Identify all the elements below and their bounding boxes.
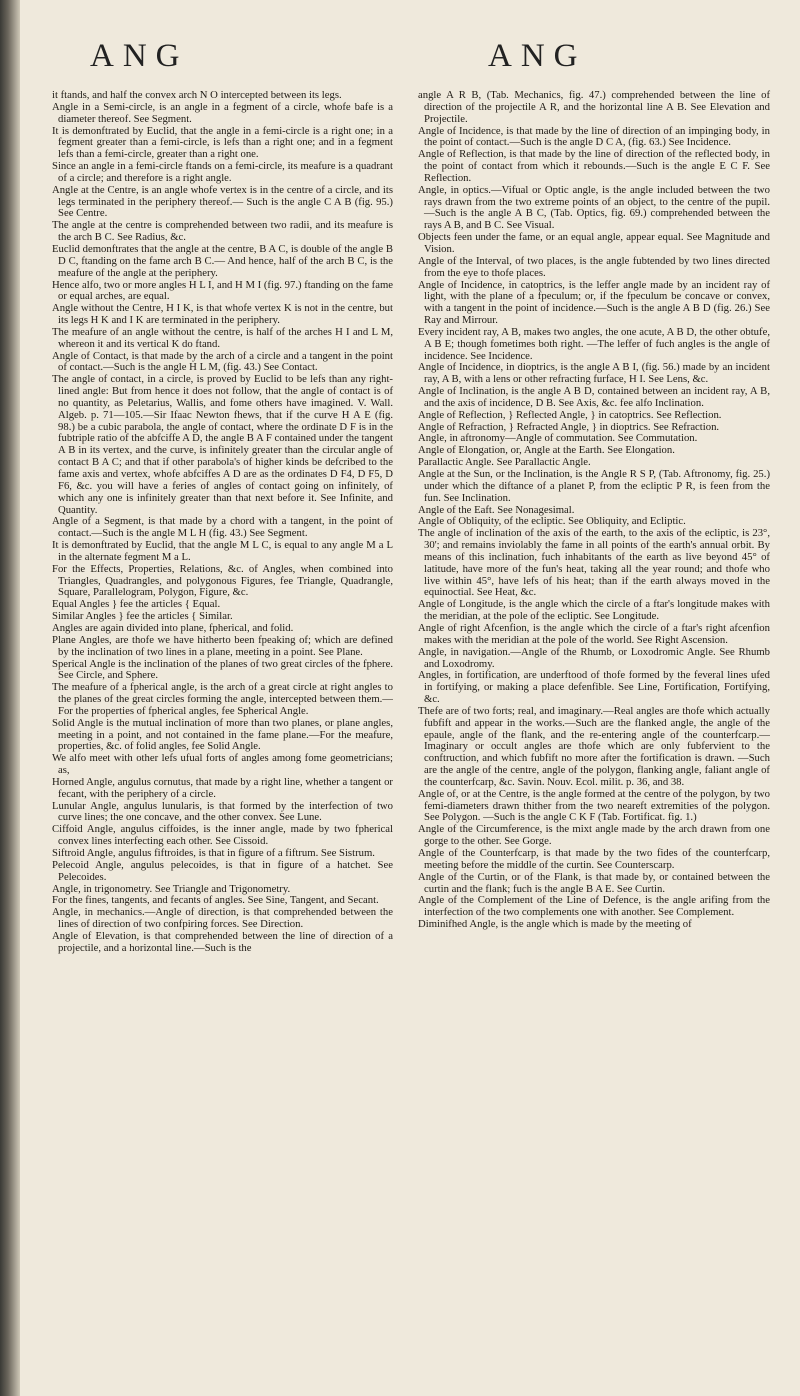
entry-paragraph: Angle of the Curtin, or of the Flank, is that made by, or contained between the curtin and the flank; fuch is the angle B A E. See Curtin.: [418, 870, 770, 895]
entry-paragraph: Every incident ray, A B, makes two angles, the one acute, A B D, the other obtufe, A B E; though fometimes both right. —The leffer of fuch angles is the angle of incidence. See Incidence.: [418, 325, 770, 362]
entry-paragraph: Since an angle in a femi-circle ftands on a femi-circle, its meafure is a quadrant of a circle; and therefore is a right angle.: [52, 160, 393, 184]
entry-paragraph: It is demonftrated by Euclid, that the angle M L C, is equal to any angle M a L in the alternate fegment M a L.: [52, 539, 393, 563]
entry-paragraph: Euclid demonftrates that the angle at the centre, B A C, is double of the angle B D C, ftanding on the fame arch B C.— And hence, half of the arch B C, is the meafure of the angle at the periphery.: [52, 242, 393, 279]
entry-paragraph: Angle of Elevation, is that comprehended between the line of direction of a projectile, and a horizontal line.—Such is the: [52, 929, 393, 954]
entry-paragraph: Angle of Reflection, is that made by the line of direction of the reflected body, in the point of contact from which it rebounds.—Such is the angle E C F. See Reflection.: [418, 148, 770, 184]
entry-paragraph: We alfo meet with other lefs ufual forts of angles among fome geometricians; as,: [52, 752, 393, 777]
entry-paragraph: Angle of the Interval, of two places, is the angle fubtended by two lines directed from the eye to thofe places.: [418, 254, 770, 279]
entry-paragraph: For the fines, tangents, and fecants of angles. See Sine, Tangent, and Secant.: [52, 894, 379, 907]
entry-paragraph: Angle, in mechanics.—Angle of direction, is that comprehended between the lines of direction of two confpiring forces. See Direction.: [52, 906, 393, 931]
entry-paragraph: Objects feen under the fame, or an equal angle, appear equal. See Magnitude and Vision.: [418, 231, 770, 255]
entry-paragraph: Angles, in fortification, are underftood of thofe formed by the feveral lines ufed in fortifying, or making a place defenfible. See Line, Fortification, Fortifying, &c.: [418, 669, 770, 706]
entry-paragraph: Angle of Contact, is that made by the arch of a circle and a tangent in the point of contact.—Such is the angle H L M, (fig. 43.) See Contact.: [52, 349, 393, 374]
entry-paragraph: Angle of the Counterfcarp, is that made by the two fides of the counterfcarp, meeting before the middle of the curtin. See Counterscarp.: [418, 847, 770, 871]
entry-paragraph: Angle of Inclination, is the angle A B D, contained between an incident ray, A B, and the axis of incidence, D B. See Axis, &c. fee alfo Inclination.: [418, 385, 770, 409]
entry-paragraph: it ftands, and half the convex arch N O intercepted between its legs.: [52, 89, 342, 101]
entry-paragraph: Horned Angle, angulus cornutus, that made by a right line, whether a tangent or fecant, with the periphery of a circle.: [52, 775, 393, 800]
entry-paragraph: Siftroid Angle, angulus fiftroides, is that in figure of a fiftrum. See Sistrum.: [52, 847, 375, 859]
entry-paragraph: Angle at the Centre, is an angle whofe vertex is in the centre of a circle, and its legs terminated in the periphery thereof.— Such is the angle C A B (fig. 95.) See Centre.: [52, 183, 393, 220]
entry-paragraph: Thefe are of two forts; real, and imaginary.—Real angles are thofe which actually fubfift and appear in the works.—Such are the flanked angle, the angle of the epaule, angle of the flank, and the re-entering angle of the counterfcarp.—Imaginary or occult angles are thofe which are only fubfervient to the conftruction, and which fubfift no more after the fortification is drawn. —Such are the angle of the centre, angle of the polygon, flanking angle, faliant angle of the counterfcarp, &c. Savin. Nouv. Ecol. milit. p. 36, and 38.: [418, 704, 770, 788]
entry-paragraph: Angle of Elongation, or, Angle at the Earth. See Elongation.: [418, 444, 675, 457]
entry-paragraph: Angle of Incidence, in catoptrics, is the leffer angle made by an incident ray of light, with the plane of a fpeculum; or, if the fpeculum be concave or convex, with a tangent in the point of incidence.—Such is the angle A B D (fig. 26.) See Ray and Mirrour.: [418, 278, 770, 327]
entry-paragraph: Angle of Incidence, is that made by the line of direction of an impinging body, in the point of contact.—Such is the angle D C A, (fig. 63.) See Incidence.: [418, 124, 770, 149]
entry-paragraph: Angle of Reflection, } Reflected Angle, } in catoptrics. See Reflection.: [418, 408, 722, 421]
entry-paragraph: Angle, in aftronomy—Angle of commutation. See Commutation.: [418, 432, 698, 445]
entry-paragraph: Lunular Angle, angulus lunularis, is that formed by the interfection of two curve lines; the one concave, and the other convex. See Lune.: [52, 799, 393, 824]
entry-paragraph: The angle of contact, in a circle, is proved by Euclid to be lefs than any right-lined angle: But from hence it does not follow, that the angle of contact is of no quantity, as Peletarius, Wallis, and fome others have imagined. V. Wall. Algeb. p. 71—105.—Sir Ifaac Newton fhews, that if the curve H A E (fig. 98.) be a cubic parabola, the angle of contact, where the ordinate D F is in the fubtriple ratio of the abfciffe A D, the angle B A F contained under the tangent A B in its vertex, and the curve, is infinitely greater than the circular angle of contact B A C; and that if other parabola's of higher kinds be defcribed to the fame axis and vertex, whofe abfciffes A D are as the ordinates D F4, D F5, D F6, &c. you will have a feries of angles of contact going on infinitely, of which any one is infinitely greater than that next before it. See Infinite, and Quantity.: [52, 373, 393, 516]
entry-paragraph: Angle, in optics.—Vifual or Optic angle, is the angle included between the two rays drawn from the two extreme points of an object, to the centre of the pupil.—Such is the angle A B C, (Tab. Optics, fig. 69.) comprehended between the rays A B, and B C. See Visual.: [418, 183, 770, 232]
left-column: [52, 90, 393, 955]
entry-paragraph: Angles are again divided into plane, fpherical, and folid.: [52, 621, 294, 634]
entry-paragraph: Parallactic Angle. See Parallactic Angle.: [418, 456, 591, 469]
entry-paragraph: Angle of the Circumference, is the mixt angle made by the arch drawn from one gorge to the other. See Gorge.: [418, 823, 770, 848]
entry-paragraph: Angle of Longitude, is the angle which the circle of a ftar's longitude makes with the meridian, at the pole of the ecliptic. See Longitude.: [418, 598, 770, 623]
entry-paragraph: Angle of Obliquity, of the ecliptic. See Obliquity, and Ecliptic.: [418, 515, 686, 528]
entry-paragraph: The angle at the centre is comprehended between two radii, and its meafure is the arch B C. See Radius, &c.: [52, 219, 393, 244]
entry-paragraph: Angle at the Sun, or the Inclination, is the Angle R S P, (Tab. Aftronomy, fig. 25.) under which the diftance of a planet P, from the ecliptic P R, is feen from the fun. See Inclination.: [418, 468, 770, 504]
entry-paragraph: Sperical Angle is the inclination of the planes of two great circles of the fphere. See Circle, and Sphere.: [52, 657, 393, 682]
entry-paragraph: Solid Angle is the mutual inclination of more than two planes, or plane angles, meeting in a point, and not contained in the fame plane.—For the meafure, properties, &c. of folid angles, fee Solid Angle.: [52, 716, 393, 753]
entry-paragraph: Angle, in navigation.—Angle of the Rhumb, or Loxodromic Angle. See Rhumb and Loxodromy.: [418, 645, 770, 670]
entry-paragraph: Angle of Incidence, in dioptrics, is the angle A B I, (fig. 56.) made by an incident ray, A B, with a lens or other refracting furface, H I. See Lens, &c.: [418, 361, 770, 386]
entry-paragraph: Equal Angles } fee the articles { Equal.: [52, 598, 221, 611]
entry-paragraph: Plane Angles, are thofe we have hitherto been fpeaking of; which are defined by the inclination of two lines in a plane, meeting in a point. See Plane.: [52, 633, 393, 658]
entry-paragraph: Angle of a Segment, is that made by a chord with a tangent, in the point of contact.—Such is the angle M L H (fig. 43.) See Segment.: [52, 515, 393, 540]
entry-paragraph: Hence alfo, two or more angles H L I, and H M I (fig. 97.) ftanding on the fame or equal arches, are equal.: [52, 278, 393, 303]
entry-paragraph: Pelecoid Angle, angulus pelecoides, is that in figure of a hatchet. See Pelecoides.: [52, 858, 393, 883]
entry-paragraph: The meafure of an angle without the centre, is half of the arches H I and L M, whereon it and its vertical K do ftand.: [52, 325, 393, 350]
entry-paragraph: Angle of right Afcenfion, is the angle which the circle of a ftar's right afcenfion makes with the meridian at the pole of the world. See Right Ascension.: [418, 621, 770, 646]
entry-paragraph: Ciffoid Angle, angulus ciffoides, is the inner angle, made by two fpherical convex lines interfecting each other. See Cissoid.: [52, 823, 393, 848]
entry-paragraph: Angle of the Complement of the Line of Defence, is the angle arifing from the interfection of the two complements one with another. See Complement.: [418, 894, 770, 919]
entry-paragraph: Similar Angles } fee the articles { Similar.: [52, 610, 233, 623]
entry-paragraph: angle A R B, (Tab. Mechanics, fig. 47.) comprehended between the line of direction of the projectile A R, and the horizontal line A B. See Elevation and Projectile.: [418, 89, 770, 125]
entry-paragraph: Diminifhed Angle, is the angle which is made by the meeting of: [418, 918, 692, 931]
entry-paragraph: Angle of, or at the Centre, is the angle formed at the centre of the polygon, by two femi-diameters drawn thither from the two neareft extremities of the polygon. See Polygon. —Such is the angle C K F (Tab. Fortificat. fig. 1.): [418, 787, 770, 824]
running-header-left: ANG: [90, 38, 189, 74]
entry-paragraph: Angle of Refraction, } Refracted Angle, } in dioptrics. See Refraction.: [418, 420, 720, 433]
entry-paragraph: For the Effects, Properties, Relations, &c. of Angles, when combined into Triangles, Quadrangles, and polygonous Figures, fee Triangle, Quadrangle, Square, Parallelogram, Polygon, Figure, &c.: [52, 562, 393, 599]
book-binding-edge: [0, 0, 20, 1396]
entry-paragraph: The angle of inclination of the axis of the earth, to the axis of the ecliptic, is 23°, 30'; and remains inviolably the fame in all points of the earth's annual orbit. By means of this inclination, fuch inhabitants of the earth as live beyond 45° of latitude, have more of the fun's heat, taking all the year round; and thofe who live within 45°, have lefs of his heat; than if the earth always moved in the equinoctial. See Heat, &c.: [418, 527, 770, 599]
entry-paragraph: The meafure of a fpherical angle, is the arch of a great circle at right angles to the planes of the great circles forming the angle, intercepted between them.—For the properties of fpherical angles, fee Spherical Angle.: [52, 681, 393, 717]
entry-paragraph: Angle, in trigonometry. See Triangle and Trigonometry.: [52, 882, 291, 895]
entry-paragraph: Angle in a Semi-circle, is an angle in a fegment of a circle, whofe bafe is a diameter thereof. See Segment.: [52, 100, 393, 125]
right-column: [418, 90, 770, 931]
entry-paragraph: It is demonftrated by Euclid, that the angle in a femi-circle is a right one; in a fegment greater than a femi-circle, is lefs than a right one; and in a fegment lefs than a femi-circle, greater than a right one.: [52, 124, 393, 161]
running-header-right: ANG: [488, 38, 587, 74]
entry-paragraph: Angle without the Centre, H I K, is that whofe vertex K is not in the centre, but its legs H K and I K are terminated in the periphery.: [52, 302, 393, 327]
entry-paragraph: Angle of the Eaft. See Nonagesimal.: [418, 503, 575, 516]
